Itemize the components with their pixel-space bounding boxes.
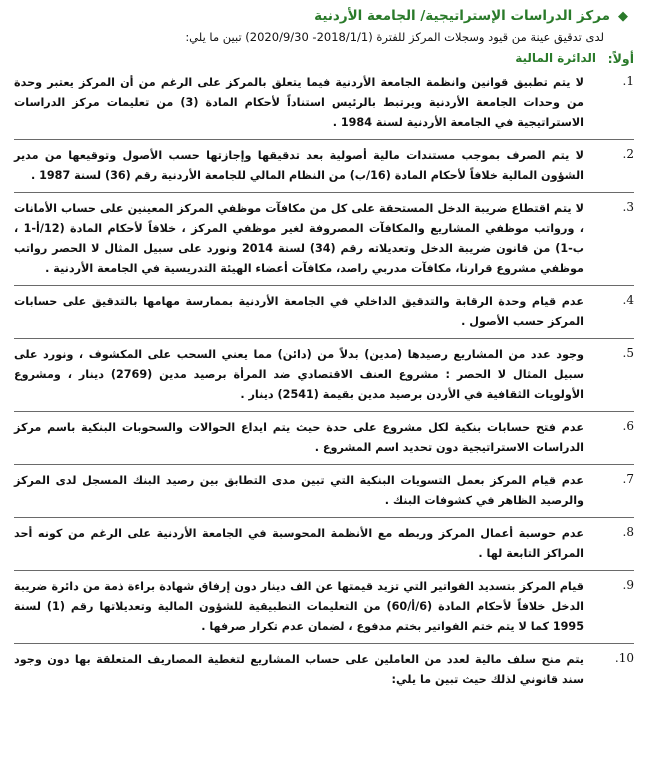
finding-text: قيام المركز بتسديد الفواتير التي تزيد قيمتها عن الف دينار دون إرفاق شهادة براءة ذمة من دائرة ضريبة الدخل خلافاً لأحكام المادة (6/أ/60) من التعليمات التطبيقية للشؤون المالية وتعديلاتها رقم (1) لسنة 1995 كما لا يتم ختم الفواتير بختم مدفوع ، لضمان عدم تكرار صرفها . bbox=[14, 580, 584, 633]
header bbox=[14, 8, 628, 24]
finding-item bbox=[14, 574, 634, 644]
finding-number: .9 bbox=[622, 578, 634, 592]
finding-item bbox=[14, 415, 634, 465]
section-title: الدائرة المالية bbox=[515, 51, 596, 65]
finding-text: عدم حوسبة أعمال المركز وربطه مع الأنظمة المحوسبة في الجامعة الأردنية على الرغم من كونه أحد المراكز التابعة لها . bbox=[14, 527, 584, 560]
finding-text: وجود عدد من المشاريع رصيدها (مدين) بدلاً من (دائن) مما يعني السحب على المكشوف ، ونورد على سبيل المثال لا الحصر : مشروع العنف الاقتصادي ضد المرأة برصيد مدين (2769) دينار ، ومشروع الأولويات الثقافية في الأردن برصيد مدين بقيمة (2541) دينار . bbox=[14, 348, 584, 401]
document-title: مركز الدراسات الإستراتيجية/ الجامعة الأردنية bbox=[314, 8, 610, 24]
finding-item bbox=[14, 70, 634, 140]
finding-text: لا يتم تطبيق قوانين وانظمة الجامعة الأردنية فيما يتعلق بالمركز على الرغم من أن المركز يعتبر وحدة من وحدات الجامعة الأردنية ويرتبط بالرئيس استناداً لأحكام المادة (3) من تعليمات مركز الدراسات الاستراتيجية في الجامعة الأردنية لسنة 1984 . bbox=[14, 76, 584, 129]
findings-list bbox=[14, 70, 634, 696]
finding-number: .3 bbox=[622, 200, 634, 214]
diamond-bullet-icon: ◆ bbox=[618, 8, 628, 24]
finding-text: عدم قيام وحدة الرقابة والتدقيق الداخلي في الجامعة الأردنية بممارسة مهامها بالتدقيق على حسابات المركز حسب الأصول . bbox=[14, 295, 584, 328]
finding-text: عدم قيام المركز بعمل التسويات البنكية التي تبين مدى التطابق بين رصيد البنك المسجل لدى المركز والرصيد الظاهر في كشوفات البنك . bbox=[14, 474, 584, 507]
finding-item bbox=[14, 196, 634, 286]
finding-item bbox=[14, 342, 634, 412]
finding-text: لا يتم الصرف بموجب مستندات مالية أصولية بعد تدقيقها وإجازتها حسب الأصول وتوقيعها من مدير الشؤون المالية خلافاً لأحكام المادة (16/ب) من النظام المالي للجامعة الأردنية رقم (36) لسنة 1987 . bbox=[14, 149, 584, 182]
finding-number: .4 bbox=[622, 293, 634, 307]
finding-text: لا يتم اقتطاع ضريبة الدخل المستحقة على كل من مكافآت موظفي المركز المعينين على حساب الأمانات ، ورواتب موظفي المشاريع والمكافآت المصروفة لغير موظفي المركز ، خلافاً لأحكام المادة (12/أ-1 ، ب-1) من قانون ضريبة الدخل وتعديلاته رقم (34) لسنة 2014 ونورد على سبيل المثال لا الحصر رواتب موظفي مشروع قرارنا، مكافآت مدربي راصد، مكافآت أعضاء الهيئة التدريسية في الجامعة الأردنية . bbox=[14, 202, 584, 275]
finding-item bbox=[14, 521, 634, 571]
finding-text: يتم منح سلف مالية لعدد من العاملين على حساب المشاريع لتغطية المصاريف المتعلقة بها دون وجود سند قانوني لذلك حيث تبين ما يلي: bbox=[14, 653, 584, 686]
finding-number: .8 bbox=[622, 525, 634, 539]
finding-number: .10 bbox=[614, 651, 634, 665]
finding-item bbox=[14, 289, 634, 339]
finding-item bbox=[14, 468, 634, 518]
finding-item bbox=[14, 143, 634, 193]
finding-number: .6 bbox=[622, 419, 634, 433]
section-heading bbox=[14, 51, 634, 66]
audit-intro: لدى تدقيق عينة من قيود وسجلات المركز للفترة (2018/1/1- 2020/9/30) تبين ما يلي: bbox=[185, 30, 604, 44]
finding-number: .2 bbox=[622, 147, 634, 161]
finding-number: .5 bbox=[622, 346, 634, 360]
finding-number: .1 bbox=[622, 74, 634, 88]
finding-number: .7 bbox=[622, 472, 634, 486]
finding-item bbox=[14, 647, 634, 696]
section-number: أولاً: bbox=[607, 51, 634, 66]
finding-text: عدم فتح حسابات بنكية لكل مشروع على حدة حيث يتم ايداع الحوالات والسحوبات البنكية باسم مركز الدراسات الاستراتيجية دون تحديد اسم المشروع . bbox=[14, 421, 584, 454]
